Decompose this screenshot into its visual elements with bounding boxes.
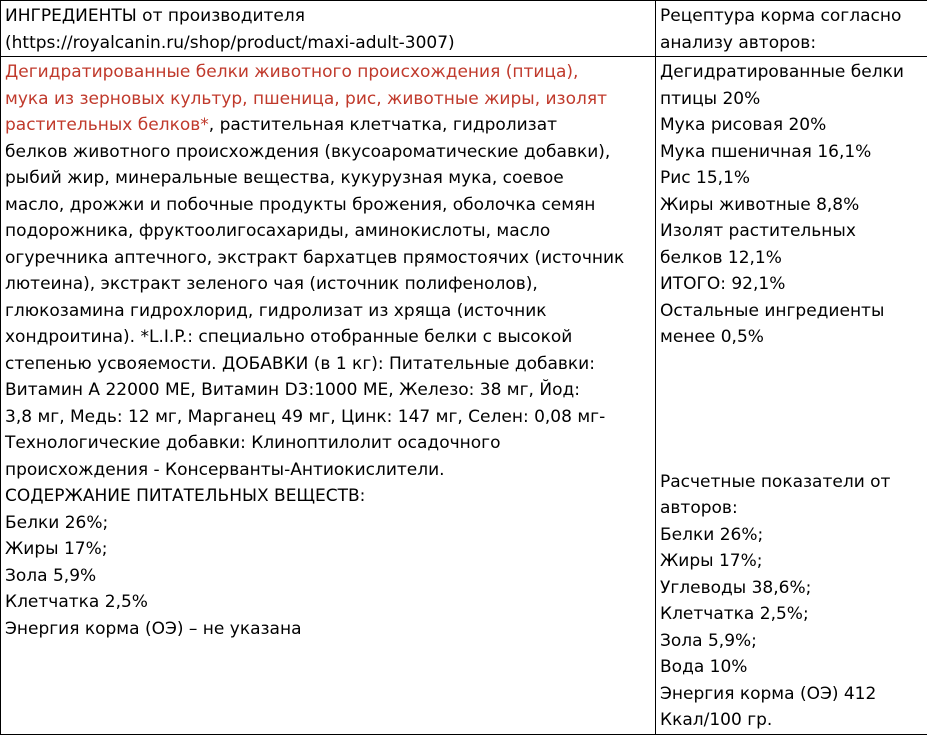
header-authors-line: анализу авторов: <box>660 32 817 53</box>
recipe-line: Жиры животные 8,8% <box>660 194 860 215</box>
calc-line: Клетчатка 2,5%; <box>660 604 809 624</box>
nutrients-heading: СОДЕРЖАНИЕ ПИТАТЕЛЬНЫХ ВЕЩЕСТВ: <box>5 486 366 506</box>
spacer <box>660 351 923 469</box>
header-manufacturer-cell <box>1 1 656 57</box>
ingredients-line: степенью усвояемости. ДОБАВКИ (в 1 кг): Питательные добавки: <box>5 353 595 374</box>
header-manufacturer-source: (https://royalcanin.ru/shop/product/maxi-adult-3007) <box>5 32 455 53</box>
ingredients-line-highlight: мука из зерновых культур, пшеница, рис, животные жиры, изолят <box>5 88 607 109</box>
recipe-line: Рис 15,1% <box>660 168 751 188</box>
nutrient-line: Зола 5,9% <box>5 565 97 586</box>
ingredients-line: белков животного происхождения (вкусоароматические добавки), <box>5 141 611 162</box>
ingredients-line: рыбий жир, минеральные вещества, кукурузная мука, соевое <box>5 168 564 188</box>
ingredients-line: Витамин А 22000 МЕ, Витамин D3:1000 МЕ, Железо: 38 мг, Йод: <box>5 380 580 400</box>
recipe-line: Дегидратированные белки <box>660 62 904 82</box>
calc-heading: Расчетные показатели от <box>660 471 891 492</box>
recipe-line: Изолят растительных <box>660 221 856 241</box>
ingredients-line: огуречника аптечного, экстракт бархатцев прямостоячих (источник <box>5 247 625 268</box>
header-row <box>1 1 927 57</box>
calc-line: Энергия корма (ОЭ) 412 <box>660 683 877 704</box>
header-authors-cell <box>656 1 927 57</box>
ingredients-line: глюкозамина гидрохлорид, гидролизат из хряща (источник <box>5 300 547 321</box>
nutrient-line: Жиры 17%; <box>5 539 108 559</box>
recipe-line: Остальные ингредиенты <box>660 300 885 321</box>
ingredients-line: лютеина), экстракт зеленого чая (источник полифенолов), <box>5 274 538 294</box>
recipe-cell <box>656 57 927 735</box>
recipe-line: Мука рисовая 20% <box>660 115 827 135</box>
calc-line: Жиры 17%; <box>660 551 763 571</box>
ingredients-line: подорожника, фруктоолигосахариды, аминокислоты, масло <box>5 221 551 241</box>
ingredients-line: хондроитина). *L.I.P.: специально отобранные белки с высокой <box>5 327 573 347</box>
header-manufacturer-title: ИНГРЕДИЕНТЫ от производителя <box>5 6 305 26</box>
calc-line: Углеводы 38,6%; <box>660 577 812 598</box>
calc-line: Ккал/100 гр. <box>660 710 773 730</box>
calc-line: Вода 10% <box>660 657 748 677</box>
nutrient-line: Клетчатка 2,5% <box>5 592 148 612</box>
calc-line: Белки 26%; <box>660 524 764 545</box>
ingredients-line: происхождения - Консерванты-Антиокислители. <box>5 459 445 480</box>
ingredients-line: масло, дрожжи и побочные продукты брожения, оболочка семян <box>5 194 596 215</box>
ingredients-normal-text: , растительная клетчатка, гидролизат <box>208 115 558 135</box>
nutrient-line: Энергия корма (ОЭ) – не указана <box>5 618 302 639</box>
ingredients-line: Технологические добавки: Клиноптилолит осадочного <box>5 433 501 453</box>
ingredients-highlight-text: растительных белков* <box>5 115 209 135</box>
header-authors-line: Рецептура корма согласно <box>660 6 902 26</box>
calc-line: Зола 5,9%; <box>660 630 757 651</box>
nutrient-line: Белки 26%; <box>5 512 109 533</box>
ingredients-line-mixed <box>5 112 651 139</box>
ingredients-line: 3,8 мг, Медь: 12 мг, Марганец 49 мг, Цинк: 147 мг, Селен: 0,08 мг- <box>5 406 606 427</box>
recipe-line: Мука пшеничная 16,1% <box>660 141 872 162</box>
recipe-line: белков 12,1% <box>660 247 782 268</box>
recipe-line: птицы 20% <box>660 88 761 109</box>
body-row <box>1 57 927 735</box>
recipe-total: ИТОГО: 92,1% <box>660 274 786 294</box>
recipe-line: менее 0,5% <box>660 327 764 347</box>
ingredients-line-highlight: Дегидратированные белки животного происхождения (птица), <box>5 62 579 82</box>
calc-heading: авторов: <box>660 498 738 518</box>
ingredients-cell <box>1 57 656 735</box>
